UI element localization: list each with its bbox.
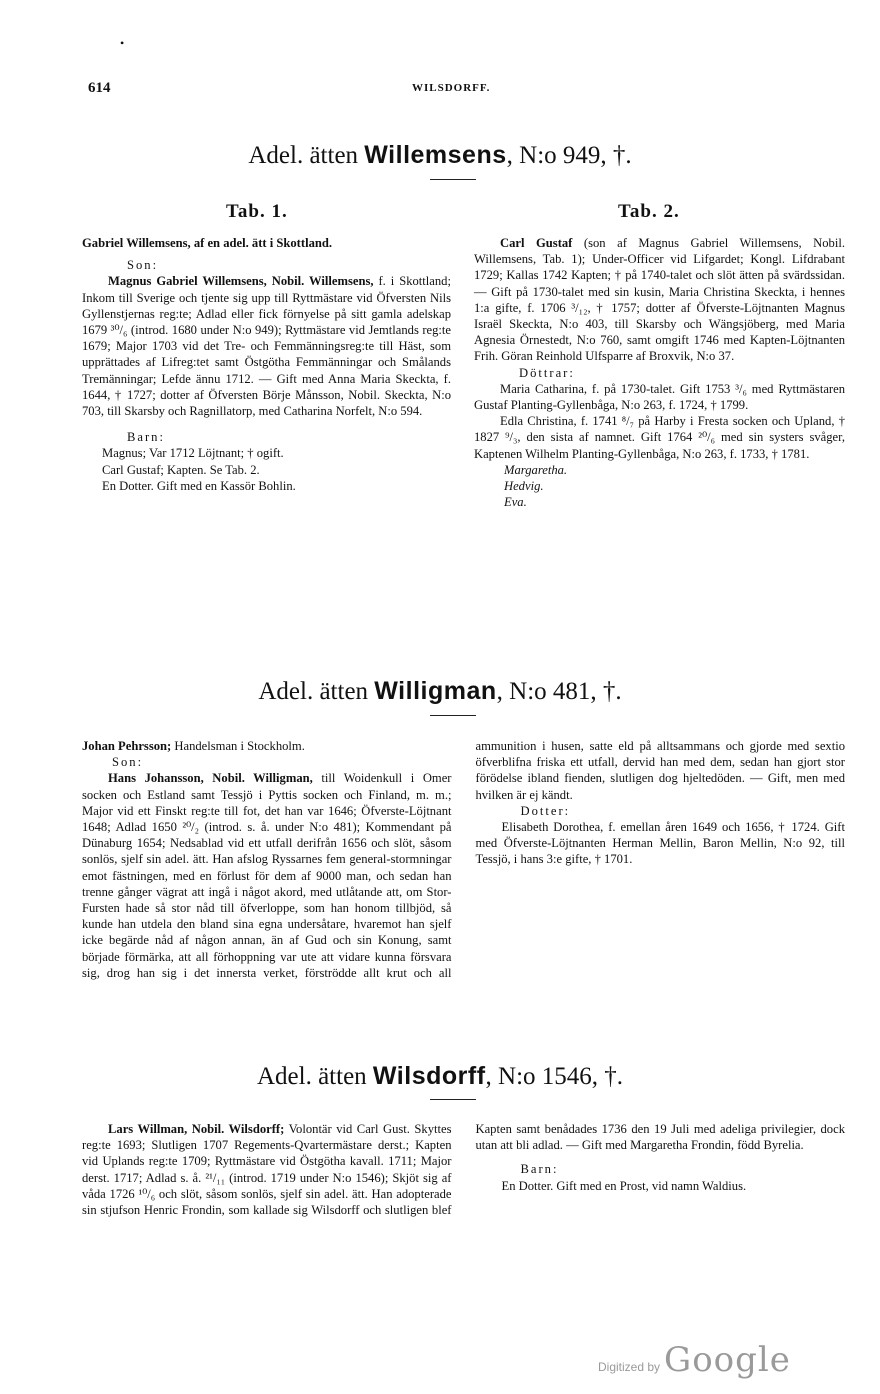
wilsdorff-title: Adel. ätten Wilsdorff, N:o 1546, †. xyxy=(256,1062,624,1090)
running-head: WILSDORFF. xyxy=(412,82,491,94)
willemsens-tab2-column xyxy=(474,235,845,510)
daughter-name: Hedvig. xyxy=(504,479,544,494)
daughter-entry: Maria Catharina, f. på 1730-talet. Gift 1753 ³/₆ med Ryttmästaren Gustaf Planting-Gyllenbåga, N:o 263, f. 1724, † 1799. xyxy=(474,381,845,413)
child-entry: Magnus; Var 1712 Löjtnant; † ogift. xyxy=(102,446,284,461)
page-number: 614 xyxy=(88,80,111,96)
daughter-entry: Edla Christina, f. 1741 ⁸/₇ på Harby i Fresta socken och Upland, † 1827 ⁹/₃, den sista af namnet. Gift 1764 ²⁰/₆ med sin systers svåger, Kaptenen Wilhelm Planting-Gyllenbåga, N:o 263, f. 1733, † 1781. xyxy=(474,414,845,461)
son-label: Son: xyxy=(112,755,144,770)
title-rule xyxy=(430,1099,476,1100)
google-watermark xyxy=(598,1340,791,1380)
barn-label: Barn: xyxy=(520,1162,559,1177)
family-name: Wilsdorff xyxy=(372,1062,486,1090)
ink-dot: • xyxy=(120,36,125,50)
child-entry: Carl Gustaf; Kapten. Se Tab. 2. xyxy=(102,462,260,477)
digitized-label: Digitized by xyxy=(598,1360,661,1374)
tab1-head: Gabriel Willemsens, af en adel. ätt i Skottland. xyxy=(82,236,333,250)
dotter-label: Dotter: xyxy=(520,803,571,818)
daughter-name: Margaretha. xyxy=(504,462,568,477)
tab2-entry: Carl Gustaf (son af Magnus Gabriel Willemsens, Nobil. Willemsens, Tab. 1); Under-Officer vid Lifgardet; Kongl. Lifdrabant 1729; Kallas 1742 Kapten; † på 1740-talet och slöt ätten på svärdssidan. — Gift på 1730-talet med sin kusin, Maria Christina Skeckta, i hennes 1:a gifte, f. 1706 ³/₁₂, † 1757; dotter af Öfverste-Löjtnanten Magnus Israël Skeckta, N:o 403, till Skarsby och Wängsjöberg, med Maria Agnesia Örnestedt, N:o 760, samt omgift 1746 med Kapten-Löjtnanten Frih. Göran Reinhold Ulfsparre af Broxvik, N:o 37. xyxy=(474,236,846,364)
daughter-entry: Elisabeth Dorothea, f. emellan åren 1649 och 1656, † 1724. Gift med Öfverste-Löjtnanten Herman Mellin, Baron Mellin, N:o 92, till Tessjö, i hans 3:e gifte, † 1701. xyxy=(475,820,845,867)
child-entry: En Dotter. Gift med en Prost, vid namn Waldius. xyxy=(501,1178,747,1193)
willemsens-tab1-column xyxy=(82,235,451,494)
daughter-name: Eva. xyxy=(504,495,527,510)
dottrar-label: Döttrar: xyxy=(519,365,575,380)
google-logo: Google xyxy=(664,1340,791,1380)
tab-1-label: Tab. 1. xyxy=(226,201,288,222)
tab1-son-entry: Magnus Gabriel Willemsens, Nobil. Willemsens, f. i Skottland; Inkom till Sverige och tjente sig upp till Ryttmästare vid Öfversten Nils Gyllenstjernas reg:te; Adlad eller fick förnyelse på sitt gamla adelskap 1679 ³⁰/₆ (introd. 1680 under N:o 949); Ryttmästare vid Jemtlands reg:te 1679; Major 1703 vid det Tre- och Femmänningsreg:te till Häst, som upprättades af Lifreg:tet samt Östgötha Femmänningar och Smålands Tremänningar; Lefde ännu 1712. — Gift med Anna Maria Skeckta, f. 1644, † 1727; dotter af Öfversten Börje Månsson, Nobil. Skeckta, N:o 703, till Skarsby och Ragnillatorp, med Catharina Norfelt, N:o 594. xyxy=(82,274,451,419)
willigman-title: Adel. ätten Willigman, N:o 481, †. xyxy=(258,677,622,705)
willemsens-title: Adel. ätten Willemsens, N:o 949, †. xyxy=(248,141,632,169)
title-rule xyxy=(430,715,476,716)
family-name: Willigman xyxy=(374,677,497,705)
barn-label: Barn: xyxy=(127,430,165,445)
wilsdorff-text xyxy=(82,1121,845,1246)
child-entry: En Dotter. Gift med en Kassör Bohlin. xyxy=(102,478,296,493)
willigman-text xyxy=(82,738,845,996)
willigman-son-entry: Hans Johansson, Nobil. Willigman, till Woidenkull i Omer socken och Estland samt Tessjö i Pyttis socken och Finland, m. m.; Major vid ett Finskt reg:te till fot, det han var 1646; Öfverste-Löjtnant 1648; Adlad 1650 ²⁰/₂ (introd. s. å. under N:o 481); Kommendant på Dünaburg 1654; Nedsablad vid ett utfall derifrån 1656 och slöt, såsom sonlös, sjelf sin adel. ätt. Han afslog Ryssarnes fem general-stormningar emot fästningen, med en förlust för dem af 9000 man, och sedan han trenne gånger vägrat att ingå i något akord, med utlåtande att, om Stor-Fursten hade så stor nåd till öfverloppe, som han honom tillbjöd, så kunde han utdela den bland sina egna undersåtare, hvaremot han sjelf icke begärde nåd af någon annan, än af Gud och sin Konung, samt började förmärka, att all förhoppning var ute att vidare kunna försvara sig, drog han sig i det innersta verket, förströdde allt krut och all ammunition i husen, satte eld på alltsammans och gjorde med sextio öfverblifna friska ett utfall, dervid han med dem, sedan han gjort stor förödelse ibland fienden, slutligen dog hjeltedöden. — Gift, men med hvilken är ej kändt. xyxy=(82,739,845,980)
title-rule xyxy=(430,179,476,180)
tab-2-label: Tab. 2. xyxy=(618,201,680,222)
wilsdorff-entry: Lars Willman, Nobil. Wilsdorff; Volontär vid Carl Gust. Skyttes reg:te 1693; Slutligen 1707 Regements-Qvartermästare derst.; Kapten vid Uplands reg:te 1709; Ryttmästare vid Östgötha kavall. 1711; Major derst. 1717; Adlad s. å. ²¹/₁₁ (introd. 1719 under N:o 1546); Skjöt sig af våda 1726 ¹⁰/₆ och slöt, såsom sonlös, sjelf sin adel. ätt. Han adopterade sin stjufson Henric Frondin, som kallade sig Wilsdorff och slutligen blef Kapten samt benådades 1736 den 19 Juli med adeliga privilegier, dock utan att bli adlad. — Gift med Margaretha Frondin, född Byrelia. xyxy=(82,1122,845,1218)
son-label: Son: xyxy=(127,258,159,273)
willigman-head: Johan Pehrsson; Handelsman i Stockholm. xyxy=(82,739,305,753)
family-name: Willemsens xyxy=(364,141,507,169)
